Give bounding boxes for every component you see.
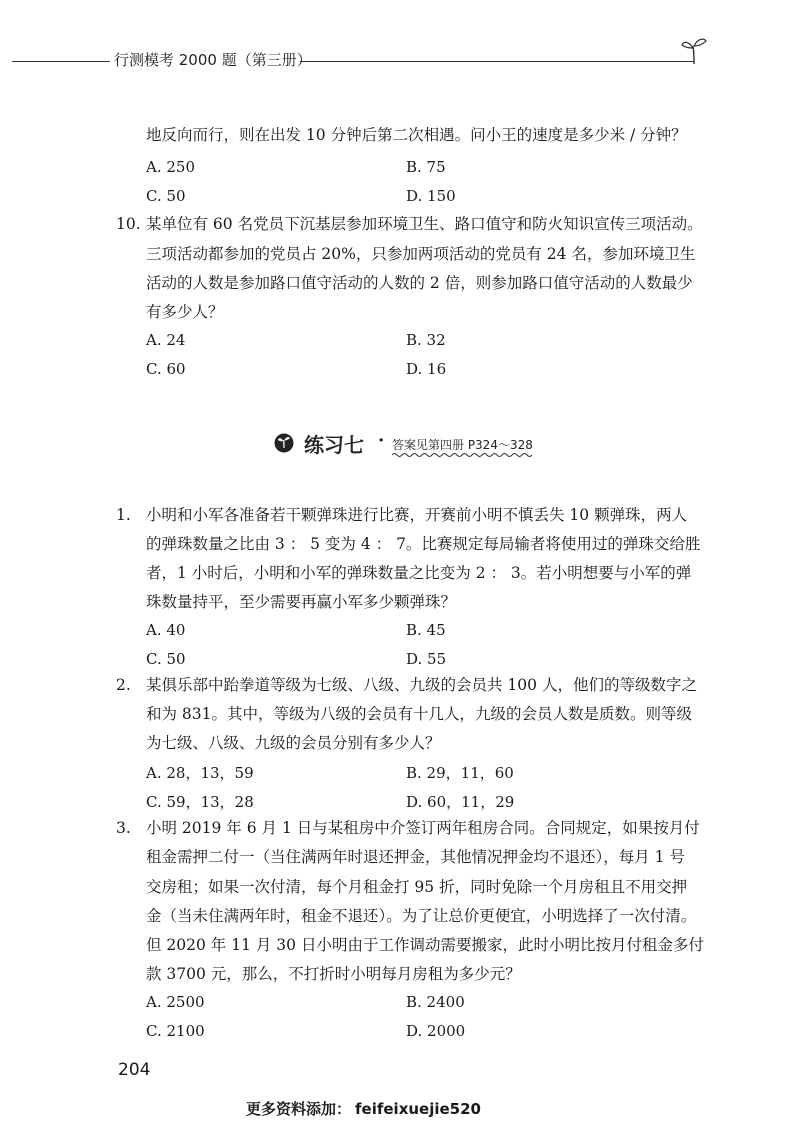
continued-question-text: 地反向而行，则在出发 10 分钟后第二次相遇。问小王的速度是多少米 / 分钟？ <box>146 126 687 144</box>
option-c: C. 2100 <box>146 1022 205 1040</box>
question-line: 和为 831。其中，等级为八级的会员有十几人，九级的会员人数是质数。则等级 <box>146 705 693 723</box>
option-a: A. 28，13，59 <box>146 764 254 782</box>
question-line: 但 2020 年 11 月 30 日小明由于工作调动需要搬家，此时小明比按月付租金多付 <box>146 936 704 954</box>
sprout-icon <box>680 36 708 66</box>
option-b: B. 29，11，60 <box>406 764 514 782</box>
question-line: 某单位有 60 名党员下沉基层参加环境卫生、路口值守和防火知识宣传三项活动。 <box>146 215 703 233</box>
section-dot: · <box>378 430 385 451</box>
header-title: 行测模考 2000 题（第三册） <box>114 51 312 69</box>
header-rule-left <box>12 61 110 62</box>
option-a: A. 2500 <box>146 993 205 1011</box>
option-c: C. 60 <box>146 360 186 378</box>
question-line: 的弹珠数量之比由 3 ： 5 变为 4 ： 7。比赛规定每局输者将使用过的弹珠交给胜 <box>146 535 701 553</box>
option-a: A. 24 <box>146 331 186 349</box>
question-number: 2. <box>116 676 131 694</box>
option-d: D. 2000 <box>406 1022 466 1040</box>
question-number: 3. <box>116 819 131 837</box>
option-b: B. 32 <box>406 331 446 349</box>
question-line: 活动的人数是参加路口值守活动的人数的 2 倍，则参加路口值守活动的人数最少 <box>146 274 693 292</box>
question-line: 款 3700 元，那么，不打折时小明每月房租为多少元？ <box>146 965 521 983</box>
question-line: 为七级、八级、九级的会员分别有多少人？ <box>146 734 441 752</box>
section-badge-icon <box>274 433 294 453</box>
section-title: 练习七 <box>304 433 364 457</box>
option-b: B. 45 <box>406 621 446 639</box>
footer-note-label: 更多资料添加： <box>246 1100 352 1118</box>
question-number: 10. <box>116 215 141 233</box>
option-d: D. 60，11，29 <box>406 793 515 811</box>
option-d: D. 55 <box>406 650 447 668</box>
question-line: 有多少人？ <box>146 303 224 321</box>
option-d: D. 150 <box>406 187 456 205</box>
footer-contact: feifeixuejie520 <box>355 1100 481 1118</box>
question-line: 三项活动都参加的党员占 20%，只参加两项活动的党员有 24 名，参加环境卫生 <box>146 245 696 263</box>
option-a: A. 40 <box>146 621 186 639</box>
question-line: 小明 2019 年 6 月 1 日与某租房中介签订两年租房合同。合同规定，如果按月付 <box>146 819 700 837</box>
question-line: 小明和小军各准备若干颗弹珠进行比赛，开赛前小明不慎丢失 10 颗弹珠，两人 <box>146 506 688 524</box>
option-c: C. 50 <box>146 187 186 205</box>
option-b: B. 2400 <box>406 993 465 1011</box>
question-line: 租金需押二付一（当住满两年时退还押金，其他情况押金均不退还），每月 1 号 <box>146 848 685 866</box>
wavy-underline <box>392 452 532 458</box>
question-line: 某俱乐部中跆拳道等级为七级、八级、九级的会员共 100 人，他们的等级数字之 <box>146 676 697 694</box>
option-d: D. 16 <box>406 360 447 378</box>
option-c: C. 59，13，28 <box>146 793 254 811</box>
running-header <box>0 44 800 74</box>
footer-note <box>246 1098 481 1119</box>
question-line: 者，1 小时后，小明和小军的弹珠数量之比变为 2 ： 3。若小明想要与小军的弹 <box>146 564 692 582</box>
answer-reference: 答案见第四册 P324～328 <box>392 438 533 452</box>
question-line: 珠数量持平，至少需要再赢小军多少颗弹珠？ <box>146 593 457 611</box>
page-number: 204 <box>118 1060 151 1080</box>
option-b: B. 75 <box>406 158 446 176</box>
question-line: 交房租；如果一次付清，每个月租金打 95 折，同时免除一个月房租且不用交押 <box>146 878 688 896</box>
option-c: C. 50 <box>146 650 186 668</box>
question-line: 金（当未住满两年时，租金不退还）。为了让总价更便宜，小明选择了一次付清。 <box>146 907 697 925</box>
option-a: A. 250 <box>146 158 195 176</box>
header-rule-right <box>300 61 694 62</box>
question-number: 1. <box>116 506 131 524</box>
